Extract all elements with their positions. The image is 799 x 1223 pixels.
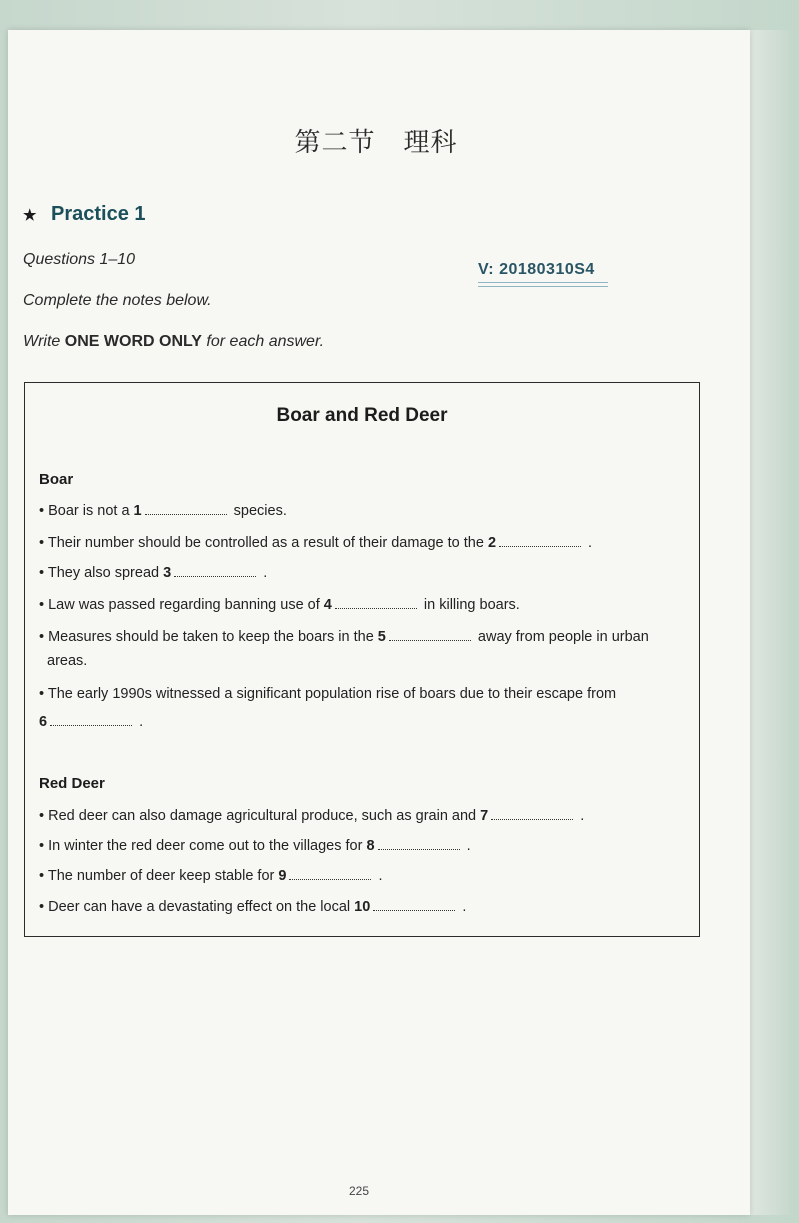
note-item-5-number: 5	[377, 629, 386, 645]
boar-heading: Boar	[39, 471, 74, 488]
version-underline-2	[478, 286, 608, 287]
note-item-10-text: • Deer can have a devastating effect on the local	[39, 899, 355, 915]
answer-blank-10[interactable]	[373, 898, 455, 911]
note-item-9-after: .	[374, 868, 383, 884]
section-title-part2: 理科	[403, 128, 458, 158]
section-title-part1: 第二节	[294, 128, 376, 158]
note-item-1-text: • Boar is not a	[39, 503, 134, 519]
version-underline-1	[478, 282, 608, 283]
note-item-5-continuation: areas.	[47, 653, 88, 669]
answer-blank-8[interactable]	[378, 837, 460, 850]
note-item-1-number: 1	[133, 503, 142, 519]
answer-blank-3[interactable]	[174, 564, 256, 577]
complete-instruction: Complete the notes below.	[23, 292, 212, 309]
note-item-1-after: species.	[229, 503, 287, 519]
note-item-3-text: • They also spread	[39, 565, 164, 581]
document-page	[8, 30, 750, 1215]
note-item-3	[39, 564, 267, 581]
note-item-6-continuation	[39, 713, 143, 730]
note-item-7-number: 7	[480, 808, 489, 824]
note-item-2	[39, 534, 592, 551]
note-item-2-number: 2	[487, 535, 497, 551]
notes-title: Boar and Red Deer	[276, 405, 448, 426]
practice-title: Practice 1	[51, 203, 146, 225]
answer-blank-6[interactable]	[50, 713, 132, 726]
write-instruction	[23, 333, 324, 351]
note-item-5-after: away from people in urban	[473, 629, 649, 645]
questions-range: Questions 1–10	[23, 251, 136, 268]
answer-blank-5[interactable]	[389, 628, 471, 641]
red-deer-heading: Red Deer	[39, 775, 105, 792]
version-stamp: V: 20180310S4	[478, 261, 595, 278]
section-title	[286, 122, 466, 159]
note-item-8-number: 8	[366, 838, 375, 854]
note-item-8	[39, 837, 471, 854]
note-item-4-text: • Law was passed regarding banning use of	[39, 597, 324, 613]
note-item-10-number: 10	[354, 899, 371, 915]
write-suffix: for each answer.	[201, 333, 325, 350]
note-item-5	[39, 628, 649, 645]
practice-heading	[23, 203, 146, 226]
star-icon: ★	[23, 207, 37, 224]
note-item-2-after: .	[584, 535, 593, 551]
note-item-9-number: 9	[278, 868, 287, 884]
note-item-3-after: .	[259, 565, 268, 581]
note-item-2-text: • Their number should be controlled as a result of their damage to the	[39, 535, 488, 551]
note-item-6-after: .	[135, 714, 144, 730]
notes-box	[24, 382, 700, 937]
answer-blank-1[interactable]	[145, 502, 227, 515]
note-item-7	[39, 807, 584, 824]
page-edge	[750, 30, 790, 1215]
note-item-9	[39, 867, 383, 884]
note-item-10	[39, 898, 466, 915]
note-item-7-after: .	[576, 808, 585, 824]
note-item-4-number: 4	[323, 597, 332, 613]
note-item-10-after: .	[458, 899, 467, 915]
note-item-6	[39, 686, 616, 702]
write-bold: ONE WORD ONLY	[64, 333, 202, 350]
write-prefix: Write	[23, 333, 65, 350]
answer-blank-4[interactable]	[335, 596, 417, 609]
note-item-7-text: • Red deer can also damage agricultural produce, such as grain and	[39, 808, 481, 824]
note-item-8-text: • In winter the red deer come out to the villages for	[39, 838, 367, 854]
note-item-4	[39, 596, 520, 613]
note-item-5-text: • Measures should be taken to keep the boars in the	[39, 629, 378, 645]
note-item-9-text: • The number of deer keep stable for	[39, 868, 279, 884]
note-item-6-number: 6	[39, 714, 48, 730]
answer-blank-7[interactable]	[491, 807, 573, 820]
note-item-8-after: .	[462, 838, 471, 854]
page-number: 225	[349, 1184, 370, 1198]
note-item-3-number: 3	[163, 565, 172, 581]
note-item-4-after: in killing boars.	[419, 597, 520, 613]
note-item-1	[39, 502, 287, 519]
note-item-6-text: • The early 1990s witnessed a significant population rise of boars due to their escape from	[39, 686, 617, 702]
answer-blank-9[interactable]	[289, 867, 371, 880]
answer-blank-2[interactable]	[499, 534, 581, 547]
